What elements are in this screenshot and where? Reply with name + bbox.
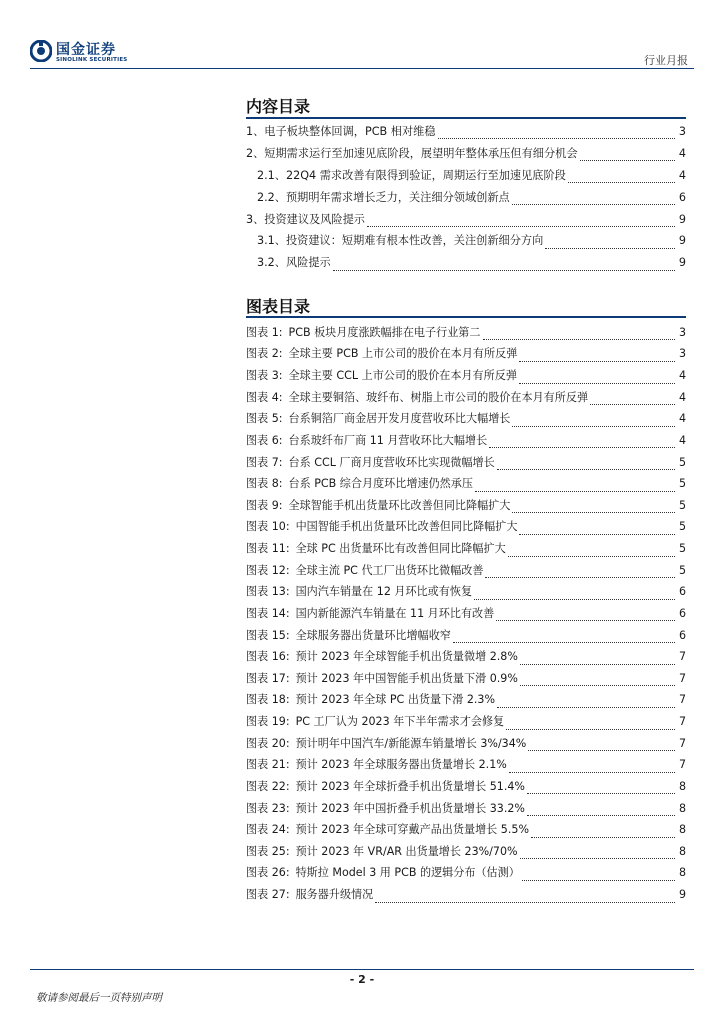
figure-entry-page: 4 bbox=[678, 369, 686, 383]
page-number: - 2 - bbox=[349, 973, 375, 986]
figure-entry-label: 图表 11: bbox=[246, 542, 290, 556]
figure-entry-caption: 全球服务器出货量环比增幅收窄 bbox=[295, 628, 451, 642]
figure-entry[interactable] bbox=[246, 646, 686, 668]
disclaimer-note: 敬请参阅最后一页特别声明 bbox=[36, 992, 162, 1004]
contents-entry[interactable] bbox=[246, 187, 686, 209]
figure-entry-caption: 国内新能源汽车销量在 11 月环比有改善 bbox=[295, 606, 495, 620]
contents-entry-page: 4 bbox=[678, 146, 686, 160]
figure-entry-caption: 预计明年中国汽车/新能源车销量增长 3%/34% bbox=[295, 736, 527, 750]
dot-leader bbox=[367, 214, 675, 227]
figure-entry-label: 图表 26: bbox=[246, 866, 290, 880]
figure-entry-page: 5 bbox=[678, 563, 686, 577]
dot-leader bbox=[519, 349, 675, 362]
figure-entry[interactable] bbox=[246, 711, 686, 733]
dot-leader bbox=[375, 890, 675, 903]
contents-entry-text: 1、电子板块整体回调，PCB 相对维稳 bbox=[246, 124, 436, 138]
figure-entry-page: 6 bbox=[678, 628, 686, 642]
figure-entry-caption: 台系玻纤布厂商 11 月营收环比大幅增长 bbox=[288, 433, 488, 447]
figure-entry-label: 图表 13: bbox=[246, 585, 290, 599]
figure-entry-page: 8 bbox=[678, 801, 686, 815]
dot-leader bbox=[520, 673, 675, 686]
figure-entry[interactable] bbox=[246, 560, 686, 582]
figure-entry-caption: PC 工厂认为 2023 年下半年需求才会修复 bbox=[295, 715, 505, 729]
figure-entry[interactable] bbox=[246, 884, 686, 906]
dot-leader bbox=[527, 803, 675, 816]
report-type: 行业月报 bbox=[644, 54, 688, 67]
dot-leader bbox=[508, 544, 675, 557]
contents-entry[interactable] bbox=[246, 143, 686, 165]
figure-entry-label: 图表 1: bbox=[246, 325, 283, 339]
figure-entry-page: 3 bbox=[678, 347, 686, 361]
dot-leader bbox=[512, 414, 675, 427]
figure-entry[interactable] bbox=[246, 819, 686, 841]
dot-leader bbox=[474, 587, 675, 600]
figure-entry-caption: 全球主要 PCB 上市公司的股价在本月有所反弹 bbox=[288, 347, 518, 361]
dot-leader bbox=[475, 479, 675, 492]
contents-entry-page: 4 bbox=[678, 168, 686, 182]
figure-entry-label: 图表 5: bbox=[246, 412, 283, 426]
figure-entry[interactable] bbox=[246, 755, 686, 777]
figure-entry-page: 8 bbox=[678, 866, 686, 880]
contents-entry-text: 3、投资建议及风险提示 bbox=[246, 212, 365, 226]
figure-entry-label: 图表 20: bbox=[246, 736, 290, 750]
figure-entry-page: 4 bbox=[678, 433, 686, 447]
figure-entry-page: 4 bbox=[678, 390, 686, 404]
logo-chinese-name: 国金证券 bbox=[56, 42, 116, 58]
contents-entry[interactable] bbox=[246, 230, 686, 252]
figure-entry-page: 6 bbox=[678, 585, 686, 599]
figure-entry-caption: 预计 2023 年全球智能手机出货量微增 2.8% bbox=[295, 650, 518, 664]
dot-leader bbox=[506, 717, 675, 730]
contents-entry-text: 3.1、投资建议：短期难有根本性改善，关注创新细分方向 bbox=[257, 234, 544, 248]
figure-entry-page: 7 bbox=[678, 671, 686, 685]
figure-entry-caption: 台系 PCB 综合月度环比增速仍然承压 bbox=[288, 477, 473, 491]
figure-entry-label: 图表 10: bbox=[246, 520, 290, 534]
contents-entry-page: 3 bbox=[678, 124, 686, 138]
contents-entry[interactable] bbox=[246, 209, 686, 231]
figure-entry[interactable] bbox=[246, 841, 686, 863]
figure-entry-label: 图表 15: bbox=[246, 628, 290, 642]
header-divider bbox=[30, 68, 694, 69]
contents-entry[interactable] bbox=[246, 121, 686, 143]
figure-entry-page: 7 bbox=[678, 693, 686, 707]
figure-entry-caption: 台系 CCL 厂商月度营收环比实现微幅增长 bbox=[288, 455, 495, 469]
figure-entry-page: 4 bbox=[678, 412, 686, 426]
figure-entry-label: 图表 18: bbox=[246, 693, 290, 707]
figure-entry-label: 图表 23: bbox=[246, 801, 290, 815]
figure-entry-page: 8 bbox=[678, 823, 686, 837]
figure-entry-label: 图表 14: bbox=[246, 606, 290, 620]
figure-entry-label: 图表 25: bbox=[246, 844, 290, 858]
figure-entry[interactable] bbox=[246, 625, 686, 647]
figure-entry-caption: 国内汽车销量在 12 月环比或有恢复 bbox=[295, 585, 473, 599]
figure-entry[interactable] bbox=[246, 387, 686, 409]
dot-leader bbox=[483, 327, 676, 340]
figure-entry-caption: 台系铜箔厂商金居开发月度营收环比大幅增长 bbox=[288, 412, 511, 426]
figure-entry[interactable] bbox=[246, 798, 686, 820]
figure-entry-caption: 预计 2023 年全球可穿戴产品出货量增长 5.5% bbox=[295, 823, 529, 837]
contents-entry-page: 6 bbox=[678, 190, 686, 204]
figure-entry-caption: 服务器升级情况 bbox=[295, 888, 374, 902]
dot-leader bbox=[512, 500, 675, 513]
figure-entry-label: 图表 9: bbox=[246, 498, 283, 512]
dot-leader bbox=[522, 868, 675, 881]
company-logo bbox=[30, 40, 140, 68]
figure-entry[interactable] bbox=[246, 473, 686, 495]
figure-entry-page: 8 bbox=[678, 779, 686, 793]
contents-list bbox=[246, 121, 686, 274]
contents-entry-page: 9 bbox=[678, 256, 686, 270]
dot-leader bbox=[520, 846, 675, 859]
figure-entry-label: 图表 3: bbox=[246, 369, 283, 383]
footer-divider bbox=[30, 969, 694, 970]
figure-entry-caption: 全球主要铜箔、玻纤布、树脂上市公司的股价在本月有所反弹 bbox=[288, 390, 589, 404]
figure-entry-caption: 全球智能手机出货量环比改善但同比降幅扩大 bbox=[288, 498, 511, 512]
figure-entry-page: 8 bbox=[678, 844, 686, 858]
dot-leader bbox=[545, 236, 675, 249]
dot-leader bbox=[485, 565, 675, 578]
figure-entry[interactable] bbox=[246, 430, 686, 452]
figure-entry-label: 图表 19: bbox=[246, 715, 290, 729]
figure-entry-label: 图表 12: bbox=[246, 563, 290, 577]
figure-entry[interactable] bbox=[246, 495, 686, 517]
figure-entry-page: 7 bbox=[678, 736, 686, 750]
contents-entry[interactable] bbox=[246, 252, 686, 274]
figure-entry-page: 5 bbox=[678, 477, 686, 491]
figure-entry[interactable] bbox=[246, 690, 686, 712]
contents-entry-text: 2.1、22Q4 需求改善有限得到验证，周期运行至加速见底阶段 bbox=[257, 168, 566, 182]
dot-leader bbox=[496, 608, 675, 621]
figure-entry-label: 图表 22: bbox=[246, 779, 290, 793]
figure-entry-page: 5 bbox=[678, 455, 686, 469]
dot-leader bbox=[509, 760, 675, 773]
figure-entry[interactable] bbox=[246, 452, 686, 474]
figure-entry-label: 图表 27: bbox=[246, 888, 290, 902]
sinolink-logo-icon bbox=[30, 40, 52, 62]
dot-leader bbox=[520, 652, 675, 665]
figure-entry-label: 图表 7: bbox=[246, 455, 283, 469]
figure-entry-page: 7 bbox=[678, 650, 686, 664]
figure-entry[interactable] bbox=[246, 538, 686, 560]
figure-entry-caption: 预计 2023 年中国折叠手机出货量增长 33.2% bbox=[295, 801, 525, 815]
contents-entry-text: 2、短期需求运行至加速见底阶段，展望明年整体承压但有细分机会 bbox=[246, 146, 578, 160]
logo-english-name: SINOLINK SECURITIES bbox=[56, 57, 128, 63]
figure-entry[interactable] bbox=[246, 517, 686, 539]
figure-entry[interactable] bbox=[246, 365, 686, 387]
figure-entry-page: 6 bbox=[678, 606, 686, 620]
figure-entry-caption: 预计 2023 年全球折叠手机出货量增长 51.4% bbox=[295, 779, 525, 793]
dot-leader bbox=[519, 371, 675, 384]
figure-entry-caption: 预计 2023 年全球 PC 出货量下滑 2.3% bbox=[295, 693, 496, 707]
figure-entry[interactable] bbox=[246, 733, 686, 755]
figure-entry-label: 图表 21: bbox=[246, 758, 290, 772]
figure-entry-caption: 预计 2023 年 VR/AR 出货量增长 23%/70% bbox=[295, 844, 518, 858]
contents-title: 内容目录 bbox=[246, 97, 311, 116]
contents-entry-page: 9 bbox=[678, 234, 686, 248]
figures-title-rule bbox=[246, 316, 686, 318]
figure-entry-page: 5 bbox=[678, 520, 686, 534]
figure-entry-label: 图表 16: bbox=[246, 650, 290, 664]
figure-entry[interactable] bbox=[246, 863, 686, 885]
figure-entry-caption: 预计 2023 年全球服务器出货量增长 2.1% bbox=[295, 758, 507, 772]
dot-leader bbox=[528, 738, 675, 751]
figure-entry-page: 9 bbox=[678, 888, 686, 902]
figure-entry-label: 图表 2: bbox=[246, 347, 283, 361]
figure-entry-caption: 中国智能手机出货量环比改善但同比降幅扩大 bbox=[295, 520, 518, 534]
figure-entry-caption: PCB 板块月度涨跌幅排在电子行业第二 bbox=[288, 325, 481, 339]
figure-entry-page: 7 bbox=[678, 715, 686, 729]
dot-leader bbox=[590, 392, 675, 405]
figure-entry-label: 图表 24: bbox=[246, 823, 290, 837]
figure-entry-label: 图表 8: bbox=[246, 477, 283, 491]
figure-entry-label: 图表 4: bbox=[246, 390, 283, 404]
figures-title: 图表目录 bbox=[246, 297, 311, 316]
dot-leader bbox=[438, 126, 675, 139]
figure-entry-page: 3 bbox=[678, 325, 686, 339]
figure-entry[interactable] bbox=[246, 603, 686, 625]
figures-list bbox=[246, 322, 686, 906]
figure-entry-caption: 全球 PC 出货量环比有改善但同比降幅扩大 bbox=[295, 542, 506, 556]
dot-leader bbox=[531, 825, 675, 838]
dot-leader bbox=[453, 630, 675, 643]
figure-entry-caption: 全球主要 CCL 上市公司的股价在本月有所反弹 bbox=[288, 369, 517, 383]
figure-entry-caption: 特斯拉 Model 3 用 PCB 的逻辑分布（估测） bbox=[295, 866, 520, 880]
figure-entry[interactable] bbox=[246, 776, 686, 798]
dot-leader bbox=[512, 192, 675, 205]
dot-leader bbox=[333, 258, 675, 271]
contents-entry-page: 9 bbox=[678, 212, 686, 226]
figure-entry-label: 图表 17: bbox=[246, 671, 290, 685]
dot-leader bbox=[489, 435, 675, 448]
dot-leader bbox=[580, 148, 675, 161]
figure-entry-label: 图表 6: bbox=[246, 433, 283, 447]
dot-leader bbox=[497, 695, 675, 708]
figure-entry[interactable] bbox=[246, 409, 686, 431]
figure-entry-page: 7 bbox=[678, 758, 686, 772]
contents-entry-text: 3.2、风险提示 bbox=[257, 256, 331, 270]
contents-entry[interactable] bbox=[246, 165, 686, 187]
page-header bbox=[0, 0, 724, 70]
dot-leader bbox=[497, 457, 675, 470]
figure-entry[interactable] bbox=[246, 668, 686, 690]
contents-title-rule bbox=[246, 117, 686, 119]
figure-entry-caption: 预计 2023 年中国智能手机出货量下滑 0.9% bbox=[295, 671, 518, 685]
figure-entry[interactable] bbox=[246, 322, 686, 344]
figure-entry-page: 5 bbox=[678, 498, 686, 512]
dot-leader bbox=[568, 170, 675, 183]
dot-leader bbox=[519, 522, 675, 535]
contents-entry-text: 2.2、预期明年需求增长乏力，关注细分领域创新点 bbox=[257, 190, 510, 204]
figure-entry[interactable] bbox=[246, 344, 686, 366]
dot-leader bbox=[527, 781, 675, 794]
figure-entry-page: 5 bbox=[678, 542, 686, 556]
figure-entry[interactable] bbox=[246, 582, 686, 604]
figure-entry-caption: 全球主流 PC 代工厂出货环比微幅改善 bbox=[295, 563, 484, 577]
